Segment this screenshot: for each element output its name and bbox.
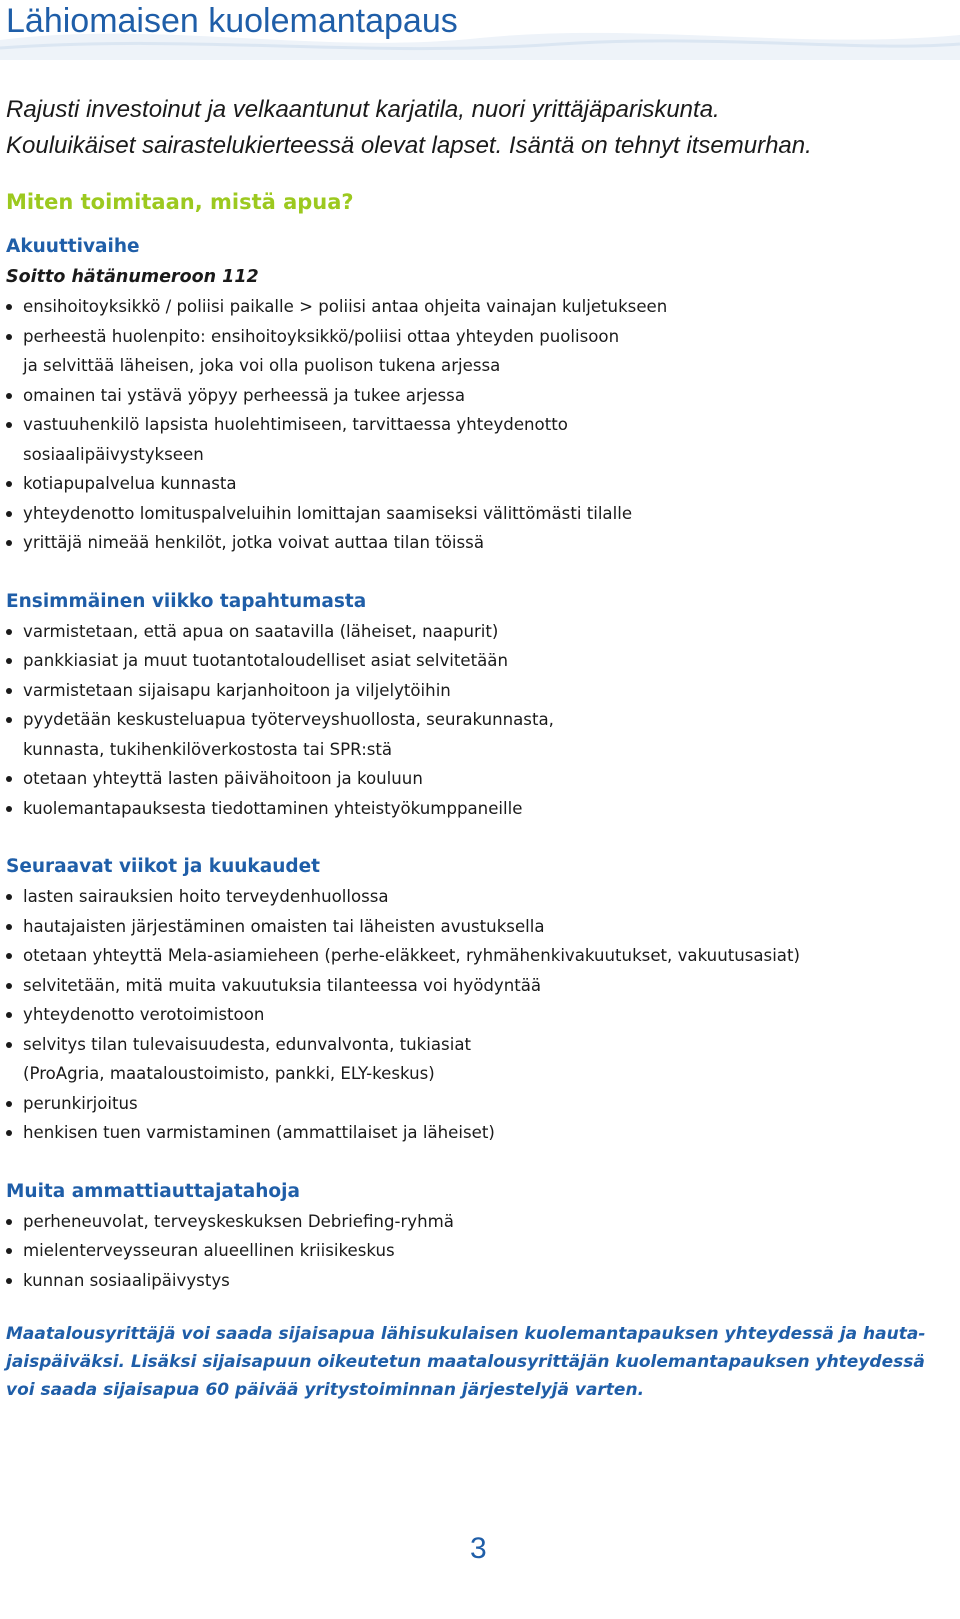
list-item [6,941,946,971]
list-item-text: perunkirjoitus [23,1093,138,1113]
list-item [6,469,946,499]
list-item-text: kotiapupalvelua kunnasta [23,474,237,493]
list-item [6,882,946,912]
list-item [6,499,946,529]
bullet-icon [6,540,12,546]
section-heading: Ensimmäinen viikko tapahtumasta [6,590,367,612]
section-heading: Akuuttivaihe [6,236,140,257]
list-item-text: lasten sairauksien hoito terveydenhuollossa [23,887,389,906]
list-item [6,912,946,942]
bullet-icon [6,658,12,664]
bullet-icon [6,1101,12,1107]
bullet-icon [6,953,12,959]
list-item-text: omainen tai ystävä yöpyy perheessä ja tukee arjessa [23,385,465,405]
list-item [6,1118,946,1148]
list-item-text: kuolemantapauksesta tiedottaminen yhteistyökumppaneille [23,798,523,818]
list-item [6,1266,946,1296]
list-item-text: kunnasta, tukihenkilöverkostosta tai SPR:stä [23,739,393,759]
list-item-text: (ProAgria, maataloustoimisto, pankki, ELY-keskus) [23,1064,435,1083]
list-item-text: hautajaisten järjestäminen omaisten tai läheisten avustuksella [23,916,545,936]
list-item [6,646,946,676]
bullet-icon [6,1278,12,1284]
intro-line: Kouluikäiset sairastelukierteessä olevat lapset. Isäntä on tehnyt itsemurhan. [6,132,812,159]
bullet-icon [6,334,12,340]
list-item-text: varmistetaan, että apua on saatavilla (läheiset, naapurit) [23,621,499,641]
list-item [6,1089,946,1119]
list-item-text: selvitetään, mitä muita vakuutuksia tilanteessa voi hyödyntää [23,975,542,995]
list-item-text: varmistetaan sijaisapu karjanhoitoon ja viljelytöihin [23,680,451,700]
list-item [6,1207,946,1237]
bullet-icon [6,511,12,517]
bullet-icon [6,806,12,812]
bullet-icon [6,776,12,782]
section-gap [6,558,946,587]
list-item [6,322,946,381]
bullet-list [6,617,946,824]
list-item-text: vastuuhenkilö lapsista huolehtimiseen, tarvittaessa yhteydenotto [23,415,568,434]
footer-note-line: jaispäiväksi. Lisäksi sijaisapuun oikeutetun maatalousyrittäjän kuolemantapauksen yhteydessä [6,1352,925,1372]
list-item-text: sosiaalipäivystykseen [23,444,204,464]
intro-line: Rajusti investoinut ja velkaantunut karjatila, nuori yrittäjäpariskunta. [6,96,720,123]
section-gap [6,823,946,852]
bullet-icon [6,894,12,900]
list-item-text: selvitys tilan tulevaisuudesta, edunvalvonta, tukiasiat [23,1034,471,1054]
bullet-icon [6,924,12,930]
list-item-text: pankkiasiat ja muut tuotantotaloudelliset asiat selvitetään [23,651,508,670]
title-band [0,0,960,60]
bullet-icon [6,1219,12,1225]
list-item [6,1030,946,1089]
list-item [6,1236,946,1266]
bullet-icon [6,983,12,989]
bullet-icon [6,304,12,310]
list-item [6,528,946,558]
list-item [6,971,946,1001]
intro-text [6,92,946,164]
content [6,232,946,1295]
list-item-text: henkisen tuen varmistaminen (ammattilaiset ja läheiset) [23,1123,495,1142]
bullet-icon [6,393,12,399]
question-heading: Miten toimitaan, mistä apua? [6,190,354,214]
section-gap [6,1148,946,1177]
footer-note [6,1320,946,1404]
bullet-icon [6,1248,12,1254]
bullet-icon [6,1130,12,1136]
list-item-text: otetaan yhteyttä lasten päivähoitoon ja kouluun [23,769,423,788]
list-item-text: perheestä huolenpito: ensihoitoyksikkö/poliisi ottaa yhteyden puolisoon [23,326,620,346]
section-heading: Seuraavat viikot ja kuukaudet [6,856,321,877]
list-item-text: yhteydenotto lomituspalveluihin lomittajan saamiseksi välittömästi tilalle [23,503,633,523]
list-item [6,676,946,706]
bullet-icon [6,717,12,723]
section-heading: Muita ammattiauttajatahoja [6,1180,300,1202]
list-item-text: ensihoitoyksikkö / poliisi paikalle > poliisi antaa ohjeita vainajan kuljetukseen [23,297,668,316]
page-number: 3 [470,1532,487,1565]
list-item [6,1000,946,1030]
list-item-text: perheneuvolat, terveyskeskuksen Debriefing-ryhmä [23,1211,454,1231]
bullet-icon [6,688,12,694]
list-item-text: kunnan sosiaalipäivystys [23,1270,230,1290]
bullet-icon [6,1042,12,1048]
footer-note-line: voi saada sijaisapua 60 päivää yritystoiminnan järjestelyjä varten. [6,1380,645,1400]
list-item-text: yrittäjä nimeää henkilöt, jotka voivat auttaa tilan töissä [23,533,484,552]
list-item [6,292,946,322]
bullet-list [6,882,946,1148]
page-title: Lähiomaisen kuolemantapaus [6,2,458,40]
list-item [6,794,946,824]
list-item-text: ja selvittää läheisen, joka voi olla puolison tukena arjessa [23,356,501,375]
list-item [6,410,946,469]
footer-note-line: Maatalousyrittäjä voi saada sijaisapua lähisukulaisen kuolemantapauksen yhteydessä ja hauta- [6,1324,926,1344]
list-item-text: otetaan yhteyttä Mela-asiamieheen (perhe-eläkkeet, ryhmähenkivakuutukset, vakuutusasiat) [23,946,800,965]
bullet-icon [6,629,12,635]
list-item-text: yhteydenotto verotoimistoon [23,1005,265,1024]
list-item [6,705,946,764]
bullet-list [6,1207,946,1296]
list-item [6,381,946,411]
list-item [6,764,946,794]
list-item-text: pyydetään keskusteluapua työterveyshuollosta, seurakunnasta, [23,710,554,729]
bullet-icon [6,1012,12,1018]
bullet-list [6,292,946,558]
section-subheading: Soitto hätänumeroon 112 [6,267,259,287]
list-item-text: mielenterveysseuran alueellinen kriisikeskus [23,1241,395,1260]
list-item [6,617,946,647]
bullet-icon [6,481,12,487]
bullet-icon [6,422,12,428]
